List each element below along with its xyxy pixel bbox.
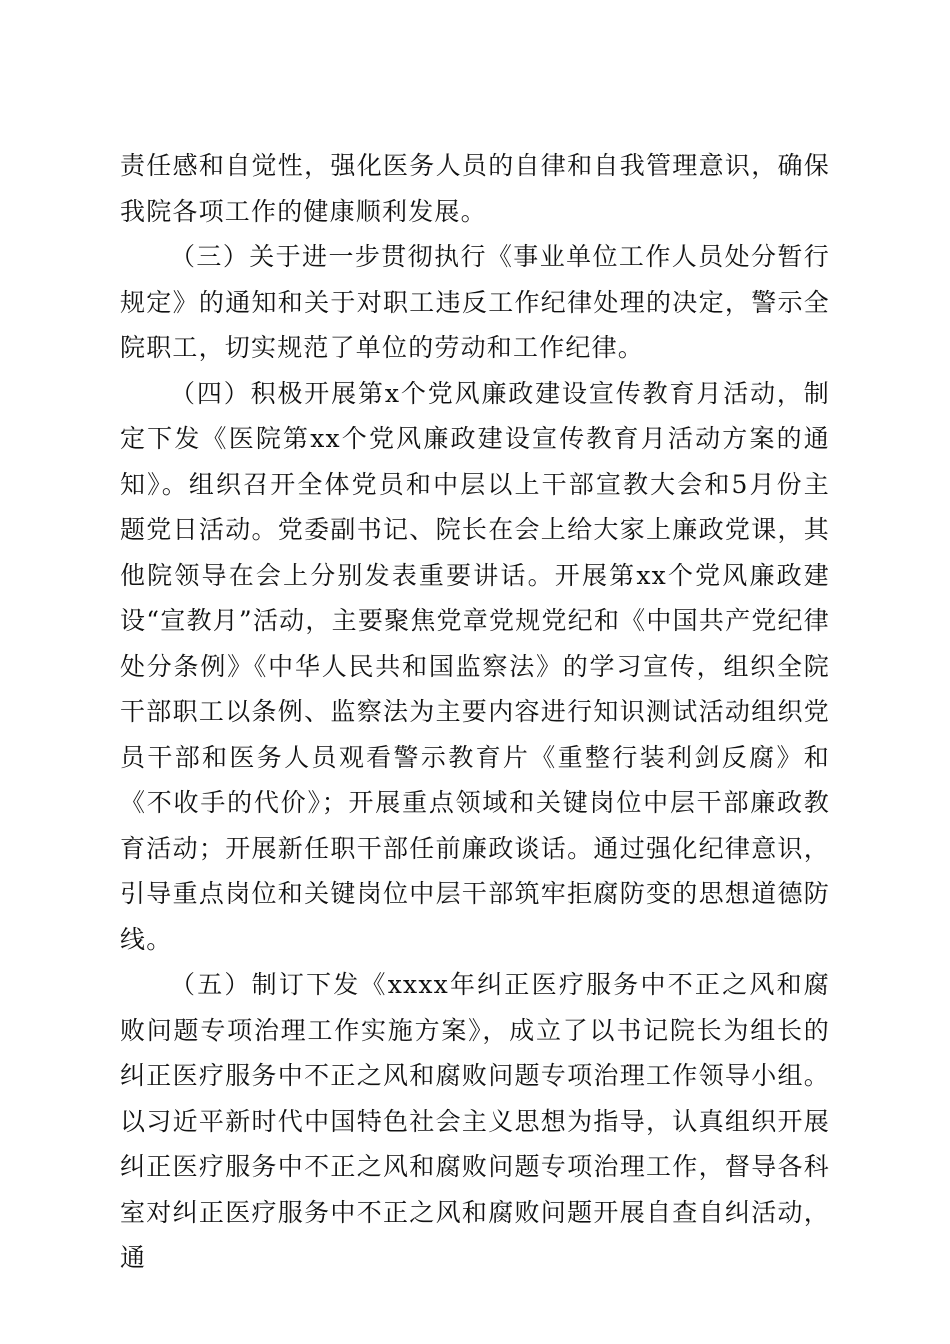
paragraph-section-3: （三）关于进一步贯彻执行《事业单位工作人员处分暂行规定》的通知和关于对职工违反工作纪律处理的决定，警示全院职工，切实规范了单位的劳动和工作纪律。 xyxy=(120,242,830,362)
paragraph-continuation: 责任感和自觉性，强化医务人员的自律和自我管理意识，确保我院各项工作的健康顺利发展。 xyxy=(120,151,830,226)
paragraph-section-5: （五）制订下发《xxxx年纠正医疗服务中不正之风和腐败问题专项治理工作实施方案》，成立了以书记院长为组长的纠正医疗服务中不正之风和腐败问题专项治理工作领导小组。以习近平新时代中国特色社会主义思想为指导，认真组织开展纠正医疗服务中不正之风和腐败问题专项治理工作，督导各科室对纠正医疗服务中不正之风和腐败问题开展自查自纠活动，通 xyxy=(120,970,830,1272)
paragraph-section-4: （四）积极开展第x个党风廉政建设宣传教育月活动，制定下发《医院第xx个党风廉政建设宣传教育月活动方案的通知》。组织召开全体党员和中层以上干部宣教大会和5月份主题党日活动。党委副书记、院长在会上给大家上廉政党课，其他院领导在会上分别发表重要讲话。开展第xx个党风廉政建设“宣教月”活动，主要聚焦党章党规党纪和《中国共产党纪律处分条例》《中华人民共和国监察法》的学习宣传，组织全院干部职工以条例、监察法为主要内容进行知识测试活动组织党员干部和医务人员观看警示教育片《重整行装利剑反腐》和《不收手的代价》；开展重点领域和关键岗位中层干部廉政教育活动；开展新任职干部任前廉政谈话。通过强化纪律意识，引导重点岗位和关键岗位中层干部筑牢拒腐防变的思想道德防线。 xyxy=(120,378,830,954)
document-body xyxy=(120,143,830,1281)
